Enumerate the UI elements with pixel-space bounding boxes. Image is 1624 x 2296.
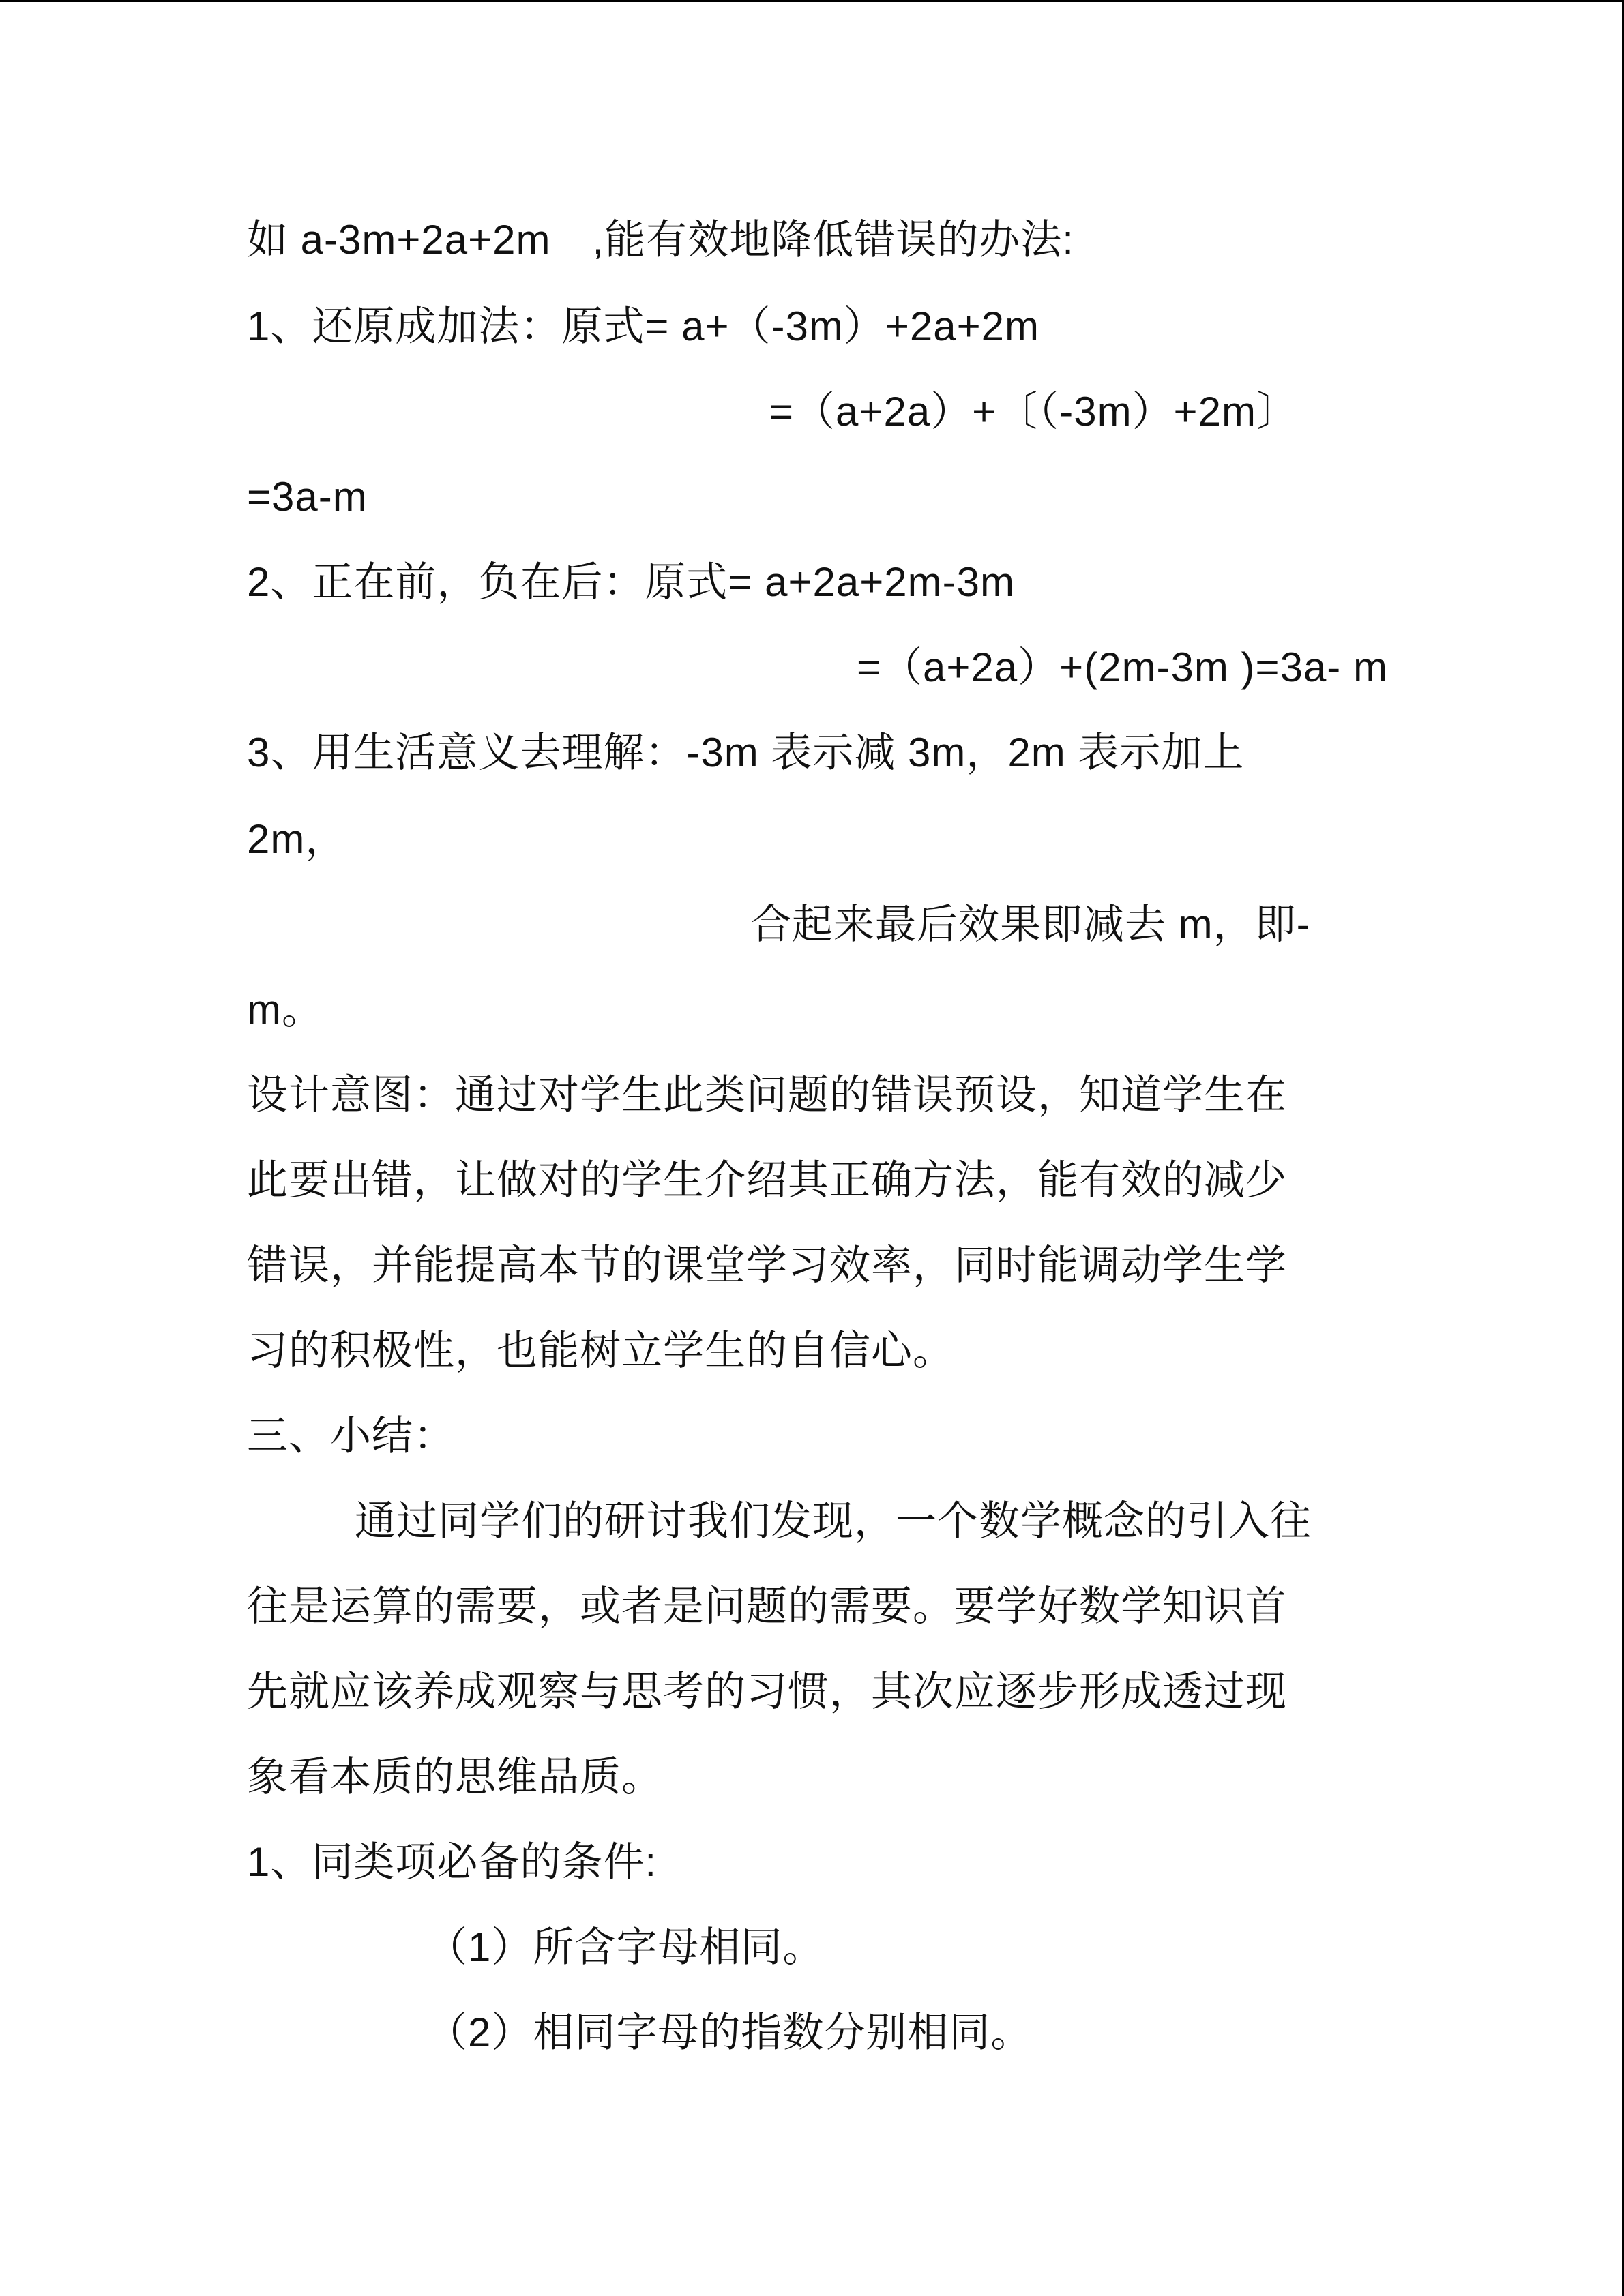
method-2-line: 2、正在前，负在后：原式= a+2a+2m-3m xyxy=(247,559,1015,605)
design-intent-line-1: 设计意图：通过对学生此类问题的错误预设，知道学生在 xyxy=(247,1072,1287,1118)
method-3-line: 3、用生活意义去理解：-3m 表示减 3m，2m 表示加上 xyxy=(247,730,1245,775)
summary-line-1: 通过同学们的研讨我们发现，一个数学概念的引入往 xyxy=(355,1498,1312,1544)
example-intro-line: 如 a-3m+2a+2m ,能有效地降低错误的办法: xyxy=(247,217,1074,263)
method-3-continuation: 2m， xyxy=(247,816,347,862)
method-2-step-2: =（a+2a）+(2m-3m )=3a- m xyxy=(857,644,1388,690)
method-3-conclusion: 合起来最后效果即减去 m，即- xyxy=(750,901,1311,947)
page-border-top xyxy=(0,0,1624,2)
method-1-line: 1、还原成加法：原式= a+（-3m）+2a+2m xyxy=(247,303,1039,349)
method-1-result: =3a-m xyxy=(247,474,368,520)
like-terms-conditions-heading: 1、同类项必备的条件: xyxy=(247,1839,658,1885)
condition-2: （2）相同字母的指数分别相同。 xyxy=(426,2010,1033,2055)
summary-line-3: 先就应该养成观察与思考的习惯，其次应逐步形成透过现 xyxy=(247,1669,1287,1714)
method-3-conclusion-end: m。 xyxy=(247,987,323,1032)
section-summary-heading: 三、小结： xyxy=(247,1413,455,1459)
summary-line-4: 象看本质的思维品质。 xyxy=(247,1754,663,1800)
condition-1: （1）所含字母相同。 xyxy=(426,1924,825,1970)
method-1-step-2: =（a+2a）+〔（-3m）+2m〕 xyxy=(769,389,1298,434)
summary-line-2: 往是运算的需要，或者是问题的需要。要学好数学知识首 xyxy=(247,1583,1287,1629)
design-intent-line-2: 此要出错，让做对的学生介绍其正确方法，能有效的减少 xyxy=(247,1157,1287,1203)
design-intent-line-4: 习的积极性，也能树立学生的自信心。 xyxy=(247,1328,954,1373)
design-intent-line-3: 错误，并能提高本节的课堂学习效率，同时能调动学生学 xyxy=(247,1242,1287,1288)
